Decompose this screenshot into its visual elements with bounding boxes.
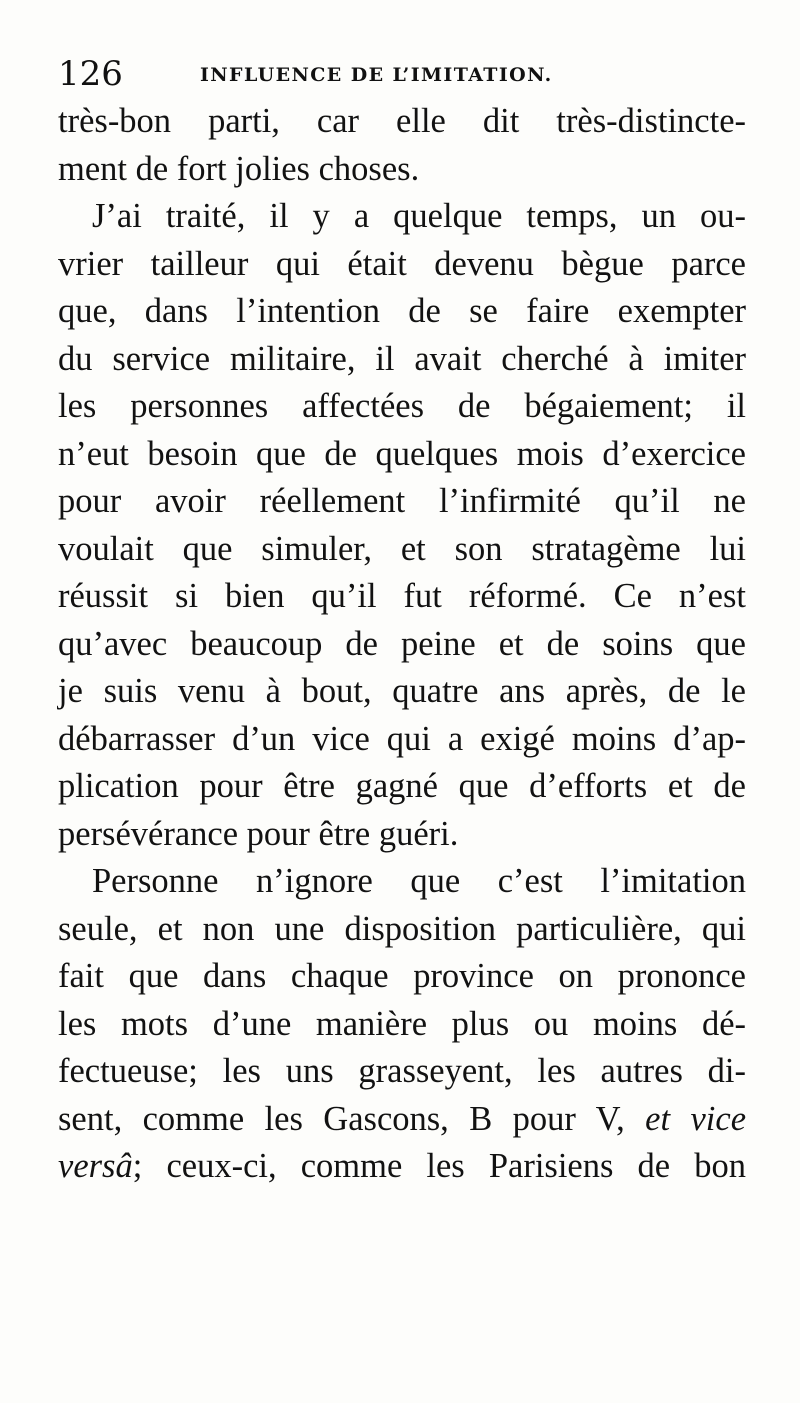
text-line: n’eut besoin que de quelques mois d’exercice — [58, 434, 746, 473]
text-line: fectueuse; les uns grasseyent, les autres di- — [58, 1052, 746, 1090]
running-head: INFLUENCE DE L’IMITATION. — [200, 64, 553, 86]
text-line-with-italic — [58, 1096, 746, 1144]
text-line: persévérance pour être guéri. — [58, 814, 459, 853]
text-run: sent, comme les Gascons, B pour V, — [58, 1099, 646, 1138]
text-line: voulait que simuler, et son stratagème lui — [58, 529, 746, 568]
text-line: plication pour être gagné que d’efforts et de — [58, 767, 746, 805]
text-line: du service militaire, il avait cherché à imiter — [58, 339, 746, 378]
italic-text-versa: versâ — [58, 1147, 133, 1185]
text-line: Personne n’ignore que c’est l’imitation — [92, 862, 746, 900]
text-line: très-bon parti, car elle dit très-distincte- — [58, 102, 746, 140]
text-line: vrier tailleur qui était devenu bègue parce — [58, 244, 746, 283]
page-number: 126 — [58, 54, 123, 94]
text-line: J’ai traité, il y a quelque temps, un ou- — [92, 197, 746, 235]
text-line: seule, et non une disposition particulière, qui — [58, 909, 746, 948]
text-line: réussit si bien qu’il fut réformé. Ce n’est — [58, 577, 746, 615]
text-line: que, dans l’intention de se faire exempter — [58, 292, 746, 330]
text-line: fait que dans chaque province on prononce — [58, 957, 746, 995]
text-line: débarrasser d’un vice qui a exigé moins d’ap- — [58, 719, 746, 758]
body-text — [58, 98, 746, 1191]
text-line: je suis venu à bout, quatre ans après, de le — [58, 672, 746, 710]
text-line-with-italic — [58, 1143, 746, 1191]
text-line: pour avoir réellement l’infirmité qu’il ne — [58, 482, 746, 520]
text-line: qu’avec beaucoup de peine et de soins que — [58, 624, 746, 663]
text-run: ; ceux-ci, comme les Parisiens de bon — [132, 1147, 746, 1185]
text-line: les mots d’une manière plus ou moins dé- — [58, 1004, 746, 1043]
page-header — [58, 52, 748, 96]
text-line: ment de fort jolies choses. — [58, 149, 420, 188]
italic-text-et-vice: et vice — [645, 1099, 747, 1138]
text-line: les personnes affectées de bégaiement; il — [58, 387, 746, 425]
